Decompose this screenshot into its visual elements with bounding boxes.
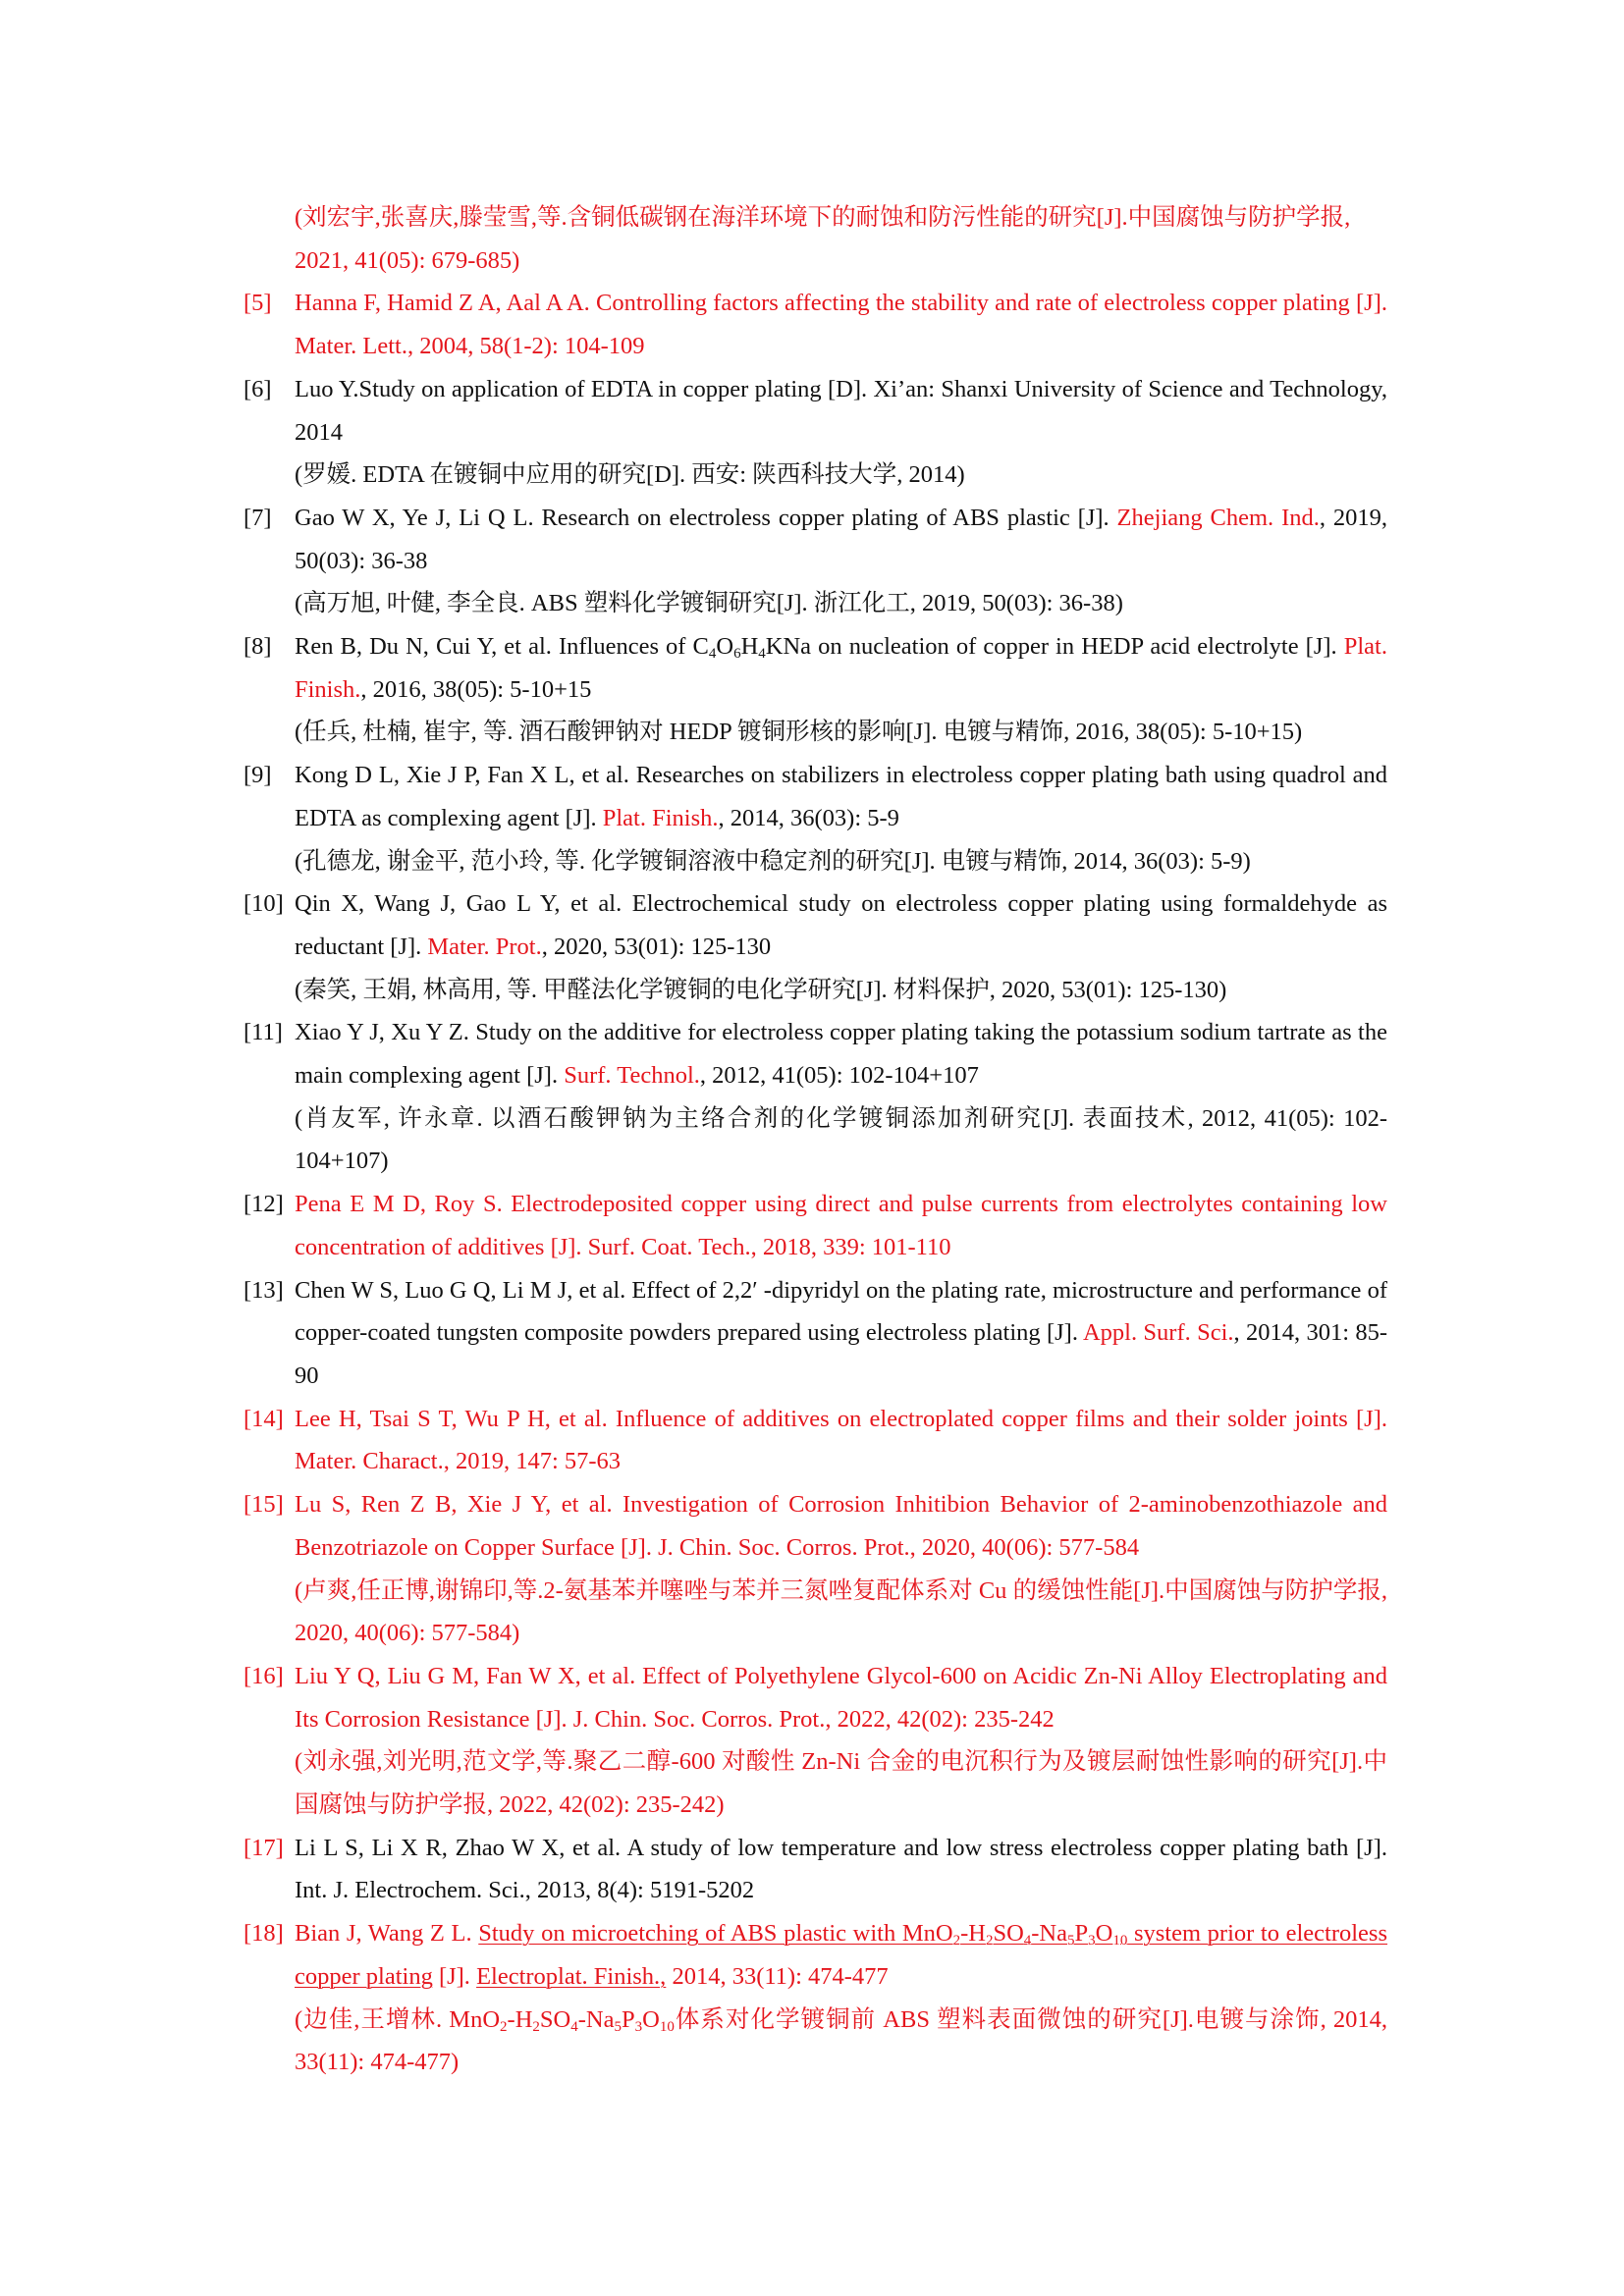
journal-link[interactable]: Electroplat. Finish., — [476, 1962, 667, 1990]
reference-entry — [244, 1011, 1387, 1183]
reference-entry — [244, 497, 1387, 625]
formula-part: H — [740, 633, 759, 661]
reference-text: Li L S, Li X R, Zhao W X, et al. A study of low temperature and low stress electroless copper plating bath [J]. Int. J. Electrochem. Sci., 2013, 8(4): 5191-5202 — [295, 1834, 1387, 1904]
reference-text: Hanna F, Hamid Z A, Aal A A. Controlling factors affecting the stability and rate of electroless copper plating [J]. Mater. Lett., 2004, 58(1-2): 104-109 — [295, 290, 1387, 360]
reference-chinese: (任兵, 杜楠, 崔宇, 等. 酒石酸钾钠对 HEDP 镀铜形核的影响[J]. 电镀与精饰, 2016, 38(05): 5-10+15) — [295, 719, 1303, 746]
formula-subscript: 4 — [708, 646, 717, 663]
reference-number: [16] — [244, 1662, 284, 1689]
title-part: O — [1095, 1920, 1113, 1948]
reference-number: [7] — [244, 504, 272, 531]
reference-number: [13] — [244, 1276, 284, 1304]
reference-number: [15] — [244, 1491, 284, 1519]
reference-entry — [244, 1483, 1387, 1655]
reference-number: [12] — [244, 1191, 284, 1218]
chinese-part: P — [621, 2005, 635, 2033]
reference-entry — [244, 1183, 1387, 1268]
chinese-part: O — [642, 2005, 660, 2033]
reference-entry — [244, 1655, 1387, 1827]
chinese-part: (边佳,王增林. MnO — [295, 2005, 501, 2033]
reference-entry — [244, 368, 1387, 497]
reference-number: [8] — [244, 633, 272, 661]
formula-subscript: 2 — [532, 2018, 540, 2035]
formula-subscript: 10 — [659, 2018, 675, 2035]
formula-part: O — [716, 633, 734, 661]
reference-chinese: (卢爽,任正博,谢锦印,等.2-氨基苯并噻唑与苯并三氮唑复配体系对 Cu 的缓蚀性能[J].中国腐蚀与防护学报, 2020, 40(06): 577-584) — [295, 1576, 1387, 1647]
reference-details: , 2014, 301: 85-90 — [295, 1319, 1387, 1389]
reference-text: Xiao Y J, Xu Y Z. Study on the additive for electroless copper plating taking the potassium sodium tartrate as the main complexing agent [J]. — [295, 1019, 1387, 1090]
title-part: SO — [993, 1920, 1024, 1948]
reference-number: [18] — [244, 1920, 284, 1948]
reference-chinese: (秦笑, 王娟, 林高用, 等. 甲醛法化学镀铜的电化学研究[J]. 材料保护, 2020, 53(01): 125-130) — [295, 976, 1227, 1003]
reference-chinese: (肖友军, 许永章. 以酒石酸钾钠为主络合剂的化学镀铜添加剂研究[J]. 表面技术, 2012, 41(05): 102-104+107) — [295, 1104, 1387, 1175]
reference-text: Kong D L, Xie J P, Fan X L, et al. Researches on stabilizers in electroless copper plating bath using quadrol and EDTA as complexing agent [J]. — [295, 762, 1387, 831]
reference-text: on nucleation of copper in HEDP acid electrolyte [J]. — [811, 633, 1344, 661]
reference-number: [9] — [244, 762, 272, 789]
reference-details: , 2020, 53(01): 125-130 — [541, 933, 772, 960]
title-part: system prior to electroless copper plating — [295, 1920, 1388, 1990]
journal-name: Plat. Finish. — [602, 804, 719, 831]
reference-text: Gao W X, Ye J, Li Q L. Research on electroless copper plating of ABS plastic [J]. — [295, 504, 1117, 531]
reference-number: [11] — [244, 1019, 283, 1046]
reference-details: , 2019, 50(03): 36-38 — [295, 504, 1388, 574]
reference-entry — [244, 282, 1387, 367]
formula-subscript: 4 — [1023, 1933, 1032, 1949]
reference-type-mark: [J]. — [432, 1962, 477, 1990]
reference-details: , 2012, 41(05): 102-104+107 — [699, 1062, 979, 1090]
reference-details: , 2016, 38(05): 5-10+15 — [360, 675, 592, 703]
reference-chinese: (孔德龙, 谢金平, 范小玲, 等. 化学镀铜溶液中稳定剂的研究[J]. 电镀与精饰, 2014, 36(03): 5-9) — [295, 847, 1251, 875]
reference-number: [17] — [244, 1834, 284, 1861]
reference-details: 2014, 33(11): 474-477 — [666, 1962, 889, 1990]
title-part: P — [1074, 1920, 1089, 1948]
chinese-part: -H — [507, 2005, 533, 2033]
formula-subscript: 2 — [500, 2018, 508, 2035]
journal-name: Plat. Finish. — [295, 633, 1387, 703]
reference-entry — [244, 1827, 1387, 1912]
reference-entry — [244, 882, 1387, 1011]
reference-number: [6] — [244, 375, 272, 402]
title-part: -Na — [1031, 1920, 1067, 1948]
reference-text: Pena E M D, Roy S. Electrodeposited copper using direct and pulse currents from electrolytes containing low concentration of additives [J]. Surf. Coat. Tech., 2018, 339: 101-110 — [295, 1191, 1387, 1260]
chinese-part: SO — [539, 2005, 571, 2033]
title-part: Study on microetching of ABS plastic with MnO — [478, 1920, 953, 1948]
chinese-part: -Na — [577, 2005, 615, 2033]
formula-subscript: 5 — [1067, 1933, 1075, 1949]
formula-subscript: 4 — [570, 2018, 578, 2035]
reference-chinese-line: (刘宏宇,张喜庆,滕莹雪,等.含铜低碳钢在海洋环境下的耐蚀和防污性能的研究[J].中国腐蚀与防护学报, — [295, 204, 1351, 231]
formula-part: KNa — [765, 633, 812, 661]
reference-entry — [244, 754, 1387, 882]
journal-name: Mater. Prot. — [427, 933, 542, 960]
reference-text: Qin X, Wang J, Gao L Y, et al. Electrochemical study on electroless copper plating using formaldehyde as reductant [J]. — [295, 890, 1387, 960]
reference-entry — [244, 196, 1387, 282]
reference-entry — [244, 1398, 1387, 1483]
reference-text: Ren B, Du N, Cui Y, et al. Influences of C — [295, 633, 709, 661]
reference-text: Luo Y.Study on application of EDTA in copper plating [D]. Xi’an: Shanxi University of Science and Technology, 2014 — [295, 375, 1387, 446]
formula-subscript: 10 — [1112, 1933, 1128, 1949]
reference-text: Lee H, Tsai S T, Wu P H, et al. Influence of additives on electroplated copper films and their solder joints [J]. Mater. Charact., 2019, 147: 57-63 — [295, 1405, 1387, 1475]
reference-chinese: (罗媛. EDTA 在镀铜中应用的研究[D]. 西安: 陕西科技大学, 2014) — [295, 461, 965, 489]
reference-chinese: (刘永强,刘光明,范文学,等.聚乙二醇-600 对酸性 Zn-Ni 合金的电沉积行为及镀层耐蚀性影响的研究[J].中国腐蚀与防护学报, 2022, 42(02): 235-242) — [295, 1748, 1387, 1819]
chinese-part: 体系对化学镀铜前 ABS 塑料表面微蚀的研究[J].电镀与涂饰, 2014, 33(11): 474-477) — [295, 2005, 1388, 2076]
journal-name: Zhejiang Chem. Ind. — [1116, 504, 1320, 531]
reference-text: Liu Y Q, Liu G M, Fan W X, et al. Effect of Polyethylene Glycol-600 on Acidic Zn-Ni Alloy Electroplating and Its Corrosion Resistance [J]. J. Chin. Soc. Corros. Prot., 2022, 42(02): 235-242 — [295, 1662, 1387, 1733]
reference-authors: Bian J, Wang Z L. — [295, 1920, 479, 1948]
reference-number: [5] — [244, 290, 272, 317]
reference-details: , 2014, 36(03): 5-9 — [718, 804, 899, 831]
title-part: -H — [960, 1920, 986, 1948]
reference-entry — [244, 1912, 1387, 2084]
reference-number: [10] — [244, 890, 284, 918]
reference-text: Lu S, Ren Z B, Xie J Y, et al. Investigation of Corrosion Inhitibion Behavior of 2-aminobenzothiazole and Benzotriazole on Copper Surface [J]. J. Chin. Soc. Corros. Prot., 2020, 40(06): 577-584 — [295, 1491, 1387, 1561]
journal-name: Appl. Surf. Sci. — [1082, 1319, 1234, 1347]
reference-entry — [244, 1269, 1387, 1398]
reference-chinese — [295, 1999, 1387, 2084]
formula-subscript: 2 — [985, 1933, 994, 1949]
reference-chinese-line: 2021, 41(05): 679-685) — [295, 246, 520, 274]
formula-subscript: 3 — [1088, 1933, 1096, 1949]
journal-name: Surf. Technol. — [564, 1062, 700, 1090]
formula-subscript: 3 — [634, 2018, 643, 2035]
formula-subscript: 2 — [952, 1933, 961, 1949]
reference-list — [244, 196, 1387, 2084]
formula-subscript: 6 — [733, 646, 741, 663]
reference-entry — [244, 625, 1387, 754]
reference-number: [14] — [244, 1405, 284, 1432]
formula-subscript: 4 — [758, 646, 766, 663]
reference-text: Chen W S, Luo G Q, Li M J, et al. Effect of 2,2′ -dipyridyl on the plating rate, microstructure and performance of copper-coated tungsten composite powders prepared using electroless plating [J]. — [295, 1276, 1387, 1347]
reference-chinese: (高万旭, 叶健, 李全良. ABS 塑料化学镀铜研究[J]. 浙江化工, 2019, 50(03): 36-38) — [295, 590, 1123, 617]
formula-subscript: 5 — [614, 2018, 622, 2035]
